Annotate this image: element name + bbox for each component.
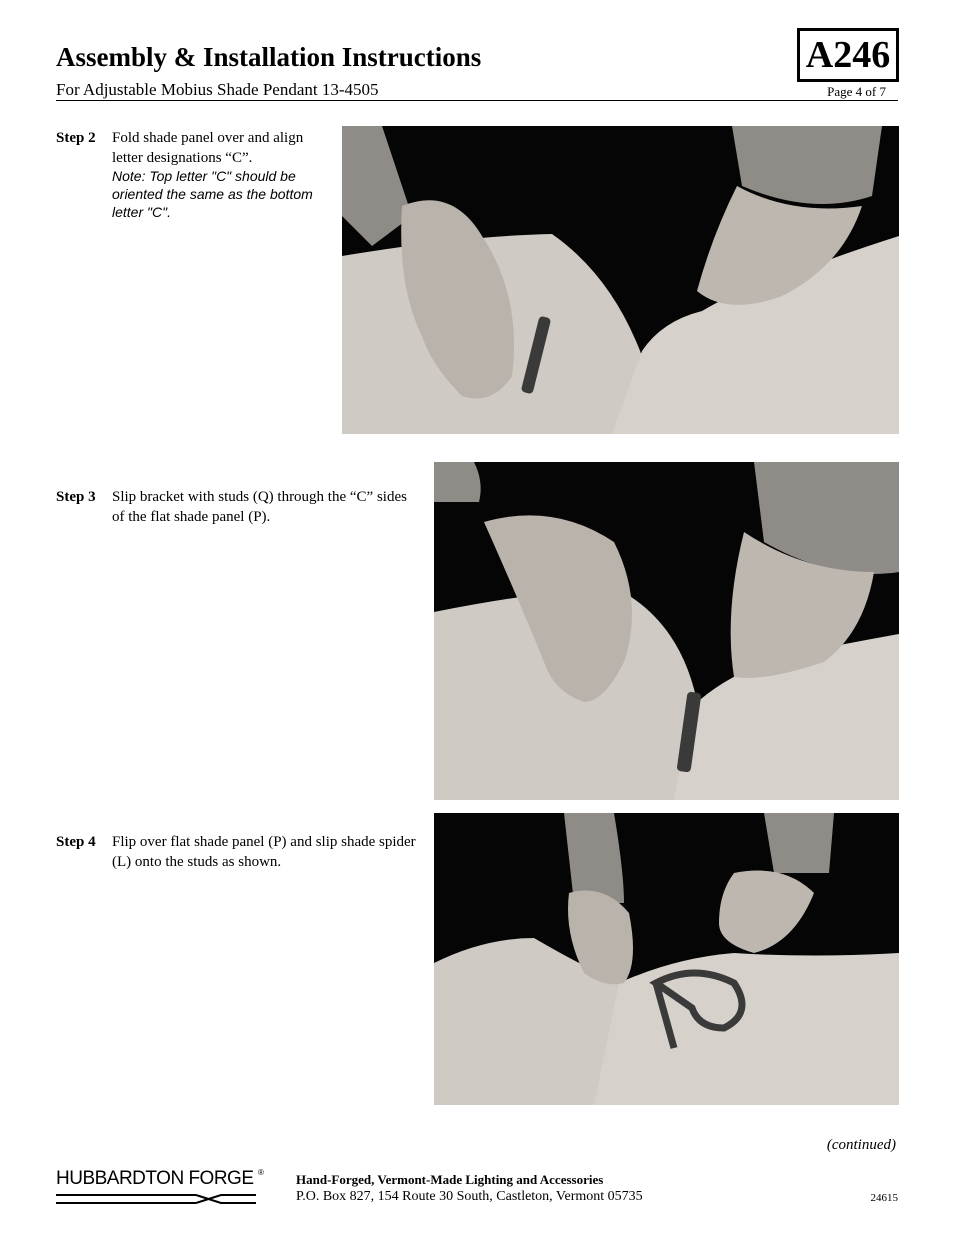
header-rule: [56, 100, 898, 101]
document-code-box: A246: [797, 28, 899, 82]
step-4-photo: [434, 813, 899, 1105]
step-4: [56, 832, 426, 882]
step-4-text: Flip over flat shade panel (P) and slip shade spider (L) onto the studs as shown.: [112, 834, 416, 870]
footer-address: P.O. Box 827, 154 Route 30 South, Castleton, Vermont 05735: [296, 1189, 643, 1204]
tongs-graphic: [56, 1190, 261, 1208]
step-2-note: Note: Top letter "C" should be oriented the same as the bottom letter "C".: [112, 168, 313, 220]
registered-mark: ®: [258, 1168, 264, 1177]
footer-tagline: Hand-Forged, Vermont-Made Lighting and Accessories: [296, 1172, 604, 1187]
document-title: Assembly & Installation Instructions: [56, 42, 482, 72]
step-2: [56, 128, 336, 228]
step-2-photo: [342, 126, 899, 434]
step-3: [56, 487, 426, 537]
step-3-number: Step 3: [56, 489, 96, 505]
step-3-text: Slip bracket with studs (Q) through the “C” sides of the flat shade panel (P).: [112, 489, 407, 525]
step-2-number: Step 2: [56, 130, 96, 146]
document-subtitle: For Adjustable Mobius Shade Pendant 13-4505: [56, 80, 379, 99]
step-2-text: Fold shade panel over and align letter designations “C”.: [112, 130, 304, 166]
hubbardton-forge-logo: [56, 1168, 266, 1208]
footer-document-number: 24615: [870, 1192, 898, 1204]
step-4-number: Step 4: [56, 834, 96, 850]
step-3-photo: [434, 462, 899, 800]
page-number: Page 4 of 7: [827, 84, 886, 99]
continued-note: (continued): [826, 1137, 896, 1153]
logo-wordmark: HUBBARDTON FORGE: [56, 1168, 254, 1189]
